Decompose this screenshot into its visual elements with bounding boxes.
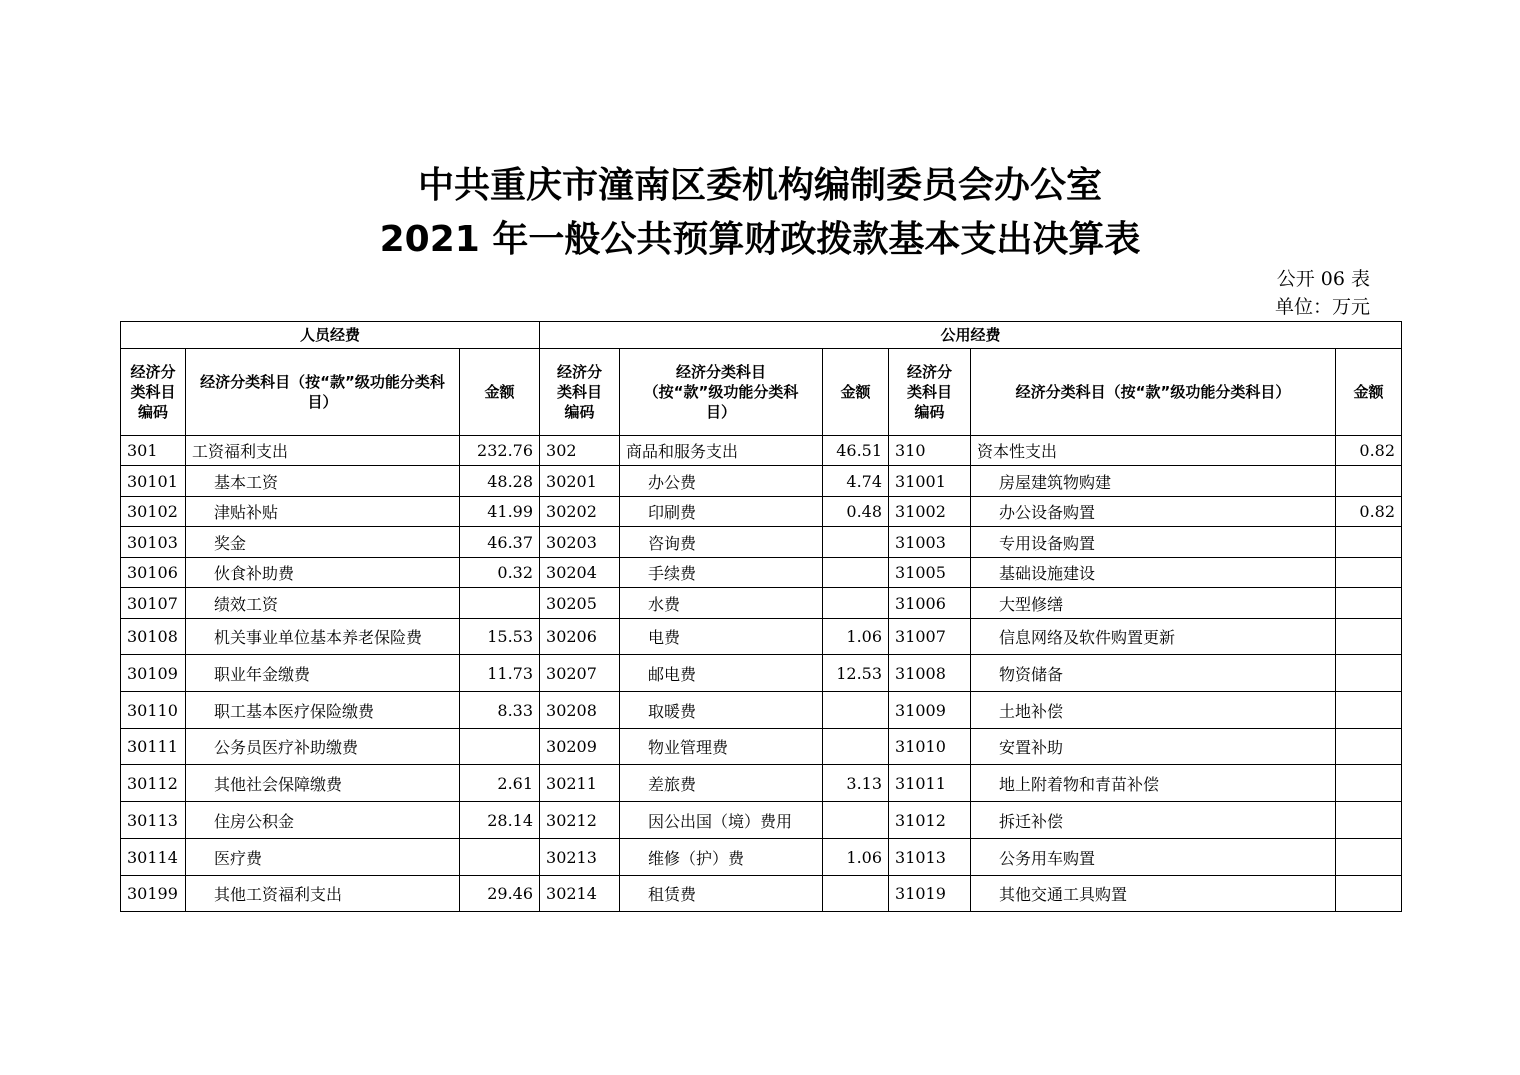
goods-name-cell: 维修（护）费: [620, 839, 823, 876]
goods-code-cell: 30204: [540, 558, 620, 588]
personnel-name-cell: 住房公积金: [186, 802, 460, 839]
capital-name-cell: 地上附着物和青苗补偿: [971, 765, 1336, 802]
capital-amount-header: 金额: [1336, 349, 1402, 436]
group-header-row: [121, 322, 1402, 349]
goods-amount-cell: 1.06: [823, 619, 889, 655]
goods-code-cell: 30209: [540, 729, 620, 765]
personnel-name-cell: 公务员医疗补助缴费: [186, 729, 460, 765]
goods-name-cell: 差旅费: [620, 765, 823, 802]
capital-code-cell: 310: [889, 436, 971, 466]
goods-code-cell: 30208: [540, 692, 620, 729]
personnel-amount-cell: 232.76: [460, 436, 540, 466]
page-title-line-1: 中共重庆市潼南区委机构编制委员会办公室: [417, 165, 1102, 206]
goods-code-cell: 30214: [540, 876, 620, 912]
capital-code-cell: 31010: [889, 729, 971, 765]
goods-code-cell: 30212: [540, 802, 620, 839]
capital-amount-cell: [1336, 655, 1402, 692]
table-row: [121, 588, 1402, 619]
goods-amount-header: 金额: [823, 349, 889, 436]
capital-code-cell: 31005: [889, 558, 971, 588]
personnel-code-cell: 30109: [121, 655, 186, 692]
goods-name-cell: 办公费: [620, 466, 823, 497]
table-row: [121, 729, 1402, 765]
table-row: [121, 558, 1402, 588]
table-row: [121, 692, 1402, 729]
table-row: [121, 765, 1402, 802]
capital-amount-cell: 0.82: [1336, 436, 1402, 466]
capital-code-cell: 31003: [889, 527, 971, 558]
table-row: [121, 839, 1402, 876]
capital-amount-cell: [1336, 692, 1402, 729]
capital-name-cell: 其他交通工具购置: [971, 876, 1336, 912]
personnel-amount-cell: 48.28: [460, 466, 540, 497]
capital-name-cell: 拆迁补偿: [971, 802, 1336, 839]
personnel-code-cell: 30107: [121, 588, 186, 619]
personnel-code-cell: 30113: [121, 802, 186, 839]
goods-code-cell: 30206: [540, 619, 620, 655]
capital-name-cell: 办公设备购置: [971, 497, 1336, 527]
table-body: [121, 436, 1402, 912]
capital-amount-cell: [1336, 729, 1402, 765]
capital-name-cell: 土地补偿: [971, 692, 1336, 729]
goods-amount-cell: 4.74: [823, 466, 889, 497]
personnel-code-cell: 30101: [121, 466, 186, 497]
capital-name-cell: 大型修缮: [971, 588, 1336, 619]
goods-amount-cell: 0.48: [823, 497, 889, 527]
personnel-amount-cell: 0.32: [460, 558, 540, 588]
capital-amount-cell: 0.82: [1336, 497, 1402, 527]
goods-amount-cell: [823, 876, 889, 912]
capital-code-header: 经济分类科目编码: [889, 349, 971, 436]
goods-name-cell: 取暖费: [620, 692, 823, 729]
table-row: [121, 876, 1402, 912]
goods-name-cell: 物业管理费: [620, 729, 823, 765]
goods-amount-cell: [823, 802, 889, 839]
goods-name-cell: 电费: [620, 619, 823, 655]
personnel-code-header: 经济分类科目编码: [121, 349, 186, 436]
personnel-amount-cell: 28.14: [460, 802, 540, 839]
personnel-amount-cell: 8.33: [460, 692, 540, 729]
personnel-code-cell: 30108: [121, 619, 186, 655]
goods-amount-cell: 3.13: [823, 765, 889, 802]
goods-code-cell: 30205: [540, 588, 620, 619]
personnel-name-cell: 工资福利支出: [186, 436, 460, 466]
form-number: 公开 06 表: [1276, 268, 1370, 290]
personnel-amount-cell: 11.73: [460, 655, 540, 692]
personnel-name-cell: 津贴补贴: [186, 497, 460, 527]
personnel-name-cell: 奖金: [186, 527, 460, 558]
personnel-name-cell: 机关事业单位基本养老保险费: [186, 619, 460, 655]
unit-label: 单位：万元: [1274, 296, 1370, 318]
capital-code-cell: 31012: [889, 802, 971, 839]
goods-code-cell: 30202: [540, 497, 620, 527]
goods-name-cell: 手续费: [620, 558, 823, 588]
personnel-code-cell: 30112: [121, 765, 186, 802]
personnel-amount-cell: [460, 588, 540, 619]
goods-amount-cell: [823, 729, 889, 765]
goods-code-cell: 30201: [540, 466, 620, 497]
goods-name-cell: 印刷费: [620, 497, 823, 527]
personnel-code-cell: 30102: [121, 497, 186, 527]
capital-code-cell: 31007: [889, 619, 971, 655]
table-row: [121, 802, 1402, 839]
goods-code-cell: 30211: [540, 765, 620, 802]
personnel-name-cell: 基本工资: [186, 466, 460, 497]
table-row: [121, 436, 1402, 466]
personnel-amount-cell: 46.37: [460, 527, 540, 558]
capital-name-cell: 房屋建筑物购建: [971, 466, 1336, 497]
capital-amount-cell: [1336, 527, 1402, 558]
personnel-amount-cell: 2.61: [460, 765, 540, 802]
goods-name-cell: 邮电费: [620, 655, 823, 692]
goods-amount-cell: [823, 527, 889, 558]
goods-code-cell: 30207: [540, 655, 620, 692]
table-row: [121, 527, 1402, 558]
capital-code-cell: 31011: [889, 765, 971, 802]
capital-amount-cell: [1336, 558, 1402, 588]
capital-code-cell: 31006: [889, 588, 971, 619]
goods-code-cell: 302: [540, 436, 620, 466]
personnel-code-cell: 30103: [121, 527, 186, 558]
goods-name-header: 经济分类科目（按“款”级功能分类科目）: [620, 349, 823, 436]
goods-name-cell: 咨询费: [620, 527, 823, 558]
goods-code-cell: 30213: [540, 839, 620, 876]
goods-amount-cell: [823, 692, 889, 729]
personnel-name-cell: 职业年金缴费: [186, 655, 460, 692]
table-row: [121, 655, 1402, 692]
personnel-name-cell: 伙食补助费: [186, 558, 460, 588]
personnel-name-cell: 医疗费: [186, 839, 460, 876]
capital-code-cell: 31013: [889, 839, 971, 876]
goods-amount-cell: [823, 558, 889, 588]
capital-code-cell: 31019: [889, 876, 971, 912]
goods-amount-cell: 46.51: [823, 436, 889, 466]
page-title-line-2: 2021 年一般公共预算财政拨款基本支出决算表: [379, 219, 1141, 260]
personnel-amount-header: 金额: [460, 349, 540, 436]
goods-amount-cell: [823, 588, 889, 619]
capital-amount-cell: [1336, 802, 1402, 839]
capital-name-cell: 专用设备购置: [971, 527, 1336, 558]
table-row: [121, 466, 1402, 497]
goods-name-cell: 租赁费: [620, 876, 823, 912]
capital-name-header: 经济分类科目（按“款”级功能分类科目）: [971, 349, 1336, 436]
goods-amount-cell: 1.06: [823, 839, 889, 876]
capital-name-cell: 基础设施建设: [971, 558, 1336, 588]
personnel-name-cell: 其他工资福利支出: [186, 876, 460, 912]
table-row: [121, 619, 1402, 655]
capital-name-cell: 资本性支出: [971, 436, 1336, 466]
personnel-expenses-group-header: 人员经费: [121, 322, 540, 349]
personnel-amount-cell: 15.53: [460, 619, 540, 655]
personnel-code-cell: 30110: [121, 692, 186, 729]
personnel-code-cell: 30114: [121, 839, 186, 876]
personnel-amount-cell: 29.46: [460, 876, 540, 912]
personnel-amount-cell: [460, 839, 540, 876]
capital-amount-cell: [1336, 466, 1402, 497]
capital-amount-cell: [1336, 588, 1402, 619]
capital-name-cell: 安置补助: [971, 729, 1336, 765]
public-expenses-group-header: 公用经费: [540, 322, 1402, 349]
capital-name-cell: 公务用车购置: [971, 839, 1336, 876]
capital-amount-cell: [1336, 839, 1402, 876]
capital-code-cell: 31001: [889, 466, 971, 497]
capital-code-cell: 31008: [889, 655, 971, 692]
capital-amount-cell: [1336, 765, 1402, 802]
personnel-name-cell: 其他社会保障缴费: [186, 765, 460, 802]
capital-amount-cell: [1336, 619, 1402, 655]
goods-name-cell: 因公出国（境）费用: [620, 802, 823, 839]
capital-code-cell: 31009: [889, 692, 971, 729]
personnel-code-cell: 301: [121, 436, 186, 466]
capital-amount-cell: [1336, 876, 1402, 912]
goods-code-header: 经济分类科目编码: [540, 349, 620, 436]
personnel-name-cell: 职工基本医疗保险缴费: [186, 692, 460, 729]
goods-amount-cell: 12.53: [823, 655, 889, 692]
personnel-code-cell: 30111: [121, 729, 186, 765]
expenditure-table: [120, 321, 1402, 912]
personnel-name-header: 经济分类科目（按“款”级功能分类科目）: [186, 349, 460, 436]
column-header-row: [121, 349, 1402, 436]
capital-name-cell: 信息网络及软件购置更新: [971, 619, 1336, 655]
capital-name-cell: 物资储备: [971, 655, 1336, 692]
goods-code-cell: 30203: [540, 527, 620, 558]
personnel-name-cell: 绩效工资: [186, 588, 460, 619]
table-row: [121, 497, 1402, 527]
capital-code-cell: 31002: [889, 497, 971, 527]
personnel-code-cell: 30199: [121, 876, 186, 912]
goods-name-cell: 商品和服务支出: [620, 436, 823, 466]
goods-name-cell: 水费: [620, 588, 823, 619]
personnel-code-cell: 30106: [121, 558, 186, 588]
personnel-amount-cell: 41.99: [460, 497, 540, 527]
personnel-amount-cell: [460, 729, 540, 765]
